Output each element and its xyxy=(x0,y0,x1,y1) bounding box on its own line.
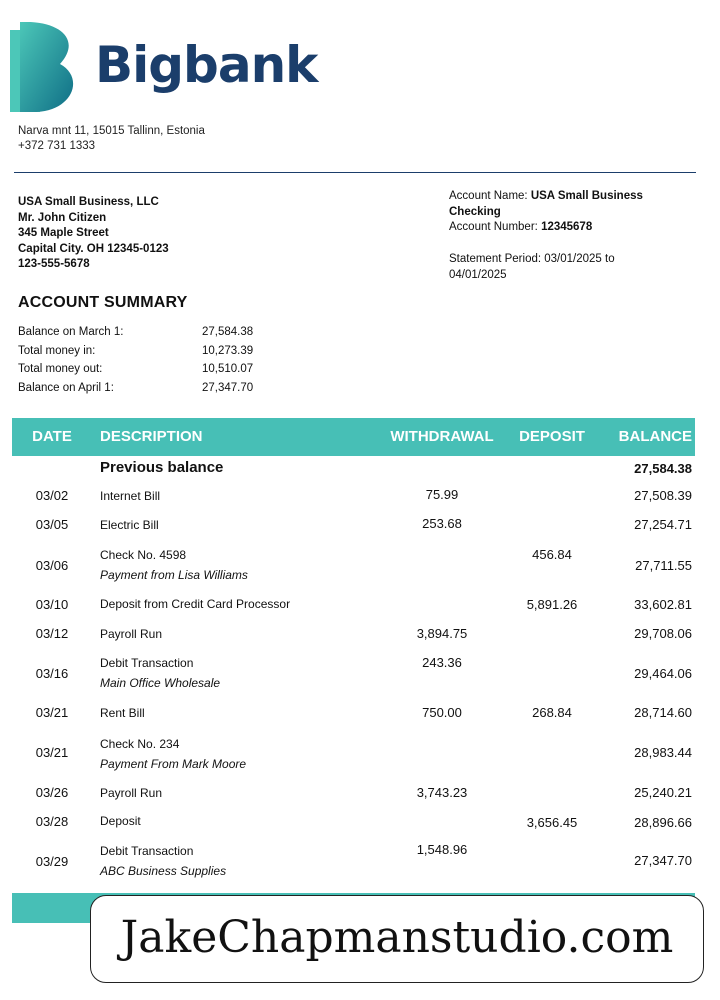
watermark-banner: JakeChapmanstudio.com xyxy=(90,895,704,983)
customer-street: 345 Maple Street xyxy=(18,227,109,239)
table-row xyxy=(12,702,695,724)
row-description-detail: ABC Business Supplies xyxy=(100,864,227,878)
summary-row xyxy=(18,382,278,400)
customer-contact: Mr. John Citizen xyxy=(18,211,107,224)
header-description: DESCRIPTION xyxy=(100,428,203,445)
row-deposit: 456.84 xyxy=(532,547,572,562)
account-name-value-2: Checking xyxy=(449,205,501,218)
table-row xyxy=(12,782,695,804)
header-date: DATE xyxy=(32,428,72,445)
row-withdrawal: 3,894.75 xyxy=(416,626,468,641)
table-row xyxy=(12,652,695,694)
customer-city: Capital City. OH 12345-0123 xyxy=(18,242,169,255)
header-balance: BALANCE xyxy=(618,428,692,445)
row-description: Deposit xyxy=(100,814,141,828)
table-row xyxy=(12,733,695,775)
header-withdrawal: WITHDRAWAL xyxy=(390,428,494,445)
row-date: 03/16 xyxy=(35,666,69,681)
summary-label: Balance on March 1: xyxy=(18,326,124,338)
bank-address: Narva mnt 11, 15015 Tallinn, Estonia xyxy=(18,125,205,137)
row-balance: 29,464.06 xyxy=(634,666,692,681)
row-balance: 29,708.06 xyxy=(634,626,692,641)
row-withdrawal: 243.36 xyxy=(422,655,462,670)
summary-row xyxy=(18,326,278,344)
row-withdrawal: 253.68 xyxy=(422,516,462,531)
row-date: 03/21 xyxy=(35,745,69,760)
row-description: Electric Bill xyxy=(100,518,159,532)
account-number-value: 12345678 xyxy=(541,221,593,233)
summary-value: 10,273.39 xyxy=(202,345,254,357)
row-balance: 28,896.66 xyxy=(634,815,692,830)
summary-row xyxy=(18,363,278,381)
bigbank-logo-icon xyxy=(10,22,80,112)
row-balance: 27,508.39 xyxy=(634,488,692,503)
header-deposit: DEPOSIT xyxy=(519,428,585,445)
account-info-block xyxy=(449,189,704,236)
row-date: 03/12 xyxy=(35,626,69,641)
account-summary-title: ACCOUNT SUMMARY xyxy=(18,294,188,311)
row-balance: 33,602.81 xyxy=(634,597,692,612)
row-date: 03/26 xyxy=(35,785,69,800)
row-description: Check No. 4598 xyxy=(100,548,187,562)
row-description: Deposit from Credit Card Processor xyxy=(100,597,291,611)
summary-row xyxy=(18,345,278,363)
row-description: Check No. 234 xyxy=(100,737,180,751)
row-balance: 28,983.44 xyxy=(634,745,692,760)
header-divider xyxy=(14,172,696,173)
row-date: 03/02 xyxy=(35,488,69,503)
row-withdrawal: 3,743.23 xyxy=(416,785,468,800)
row-deposit: 268.84 xyxy=(532,705,572,720)
row-balance: 27,711.55 xyxy=(635,558,692,573)
row-date: 03/29 xyxy=(35,854,69,869)
bank-address-block xyxy=(18,124,205,154)
row-balance: 28,714.60 xyxy=(634,705,692,720)
bank-phone: +372 731 1333 xyxy=(18,140,96,152)
table-row xyxy=(12,544,695,586)
previous-balance-label: Previous balance xyxy=(100,459,224,476)
previous-balance-value: 27,584.38 xyxy=(634,461,692,476)
table-row xyxy=(12,485,695,507)
summary-value: 10,510.07 xyxy=(202,363,254,375)
bank-name: Bigbank xyxy=(95,36,318,94)
row-description: Internet Bill xyxy=(100,489,161,503)
row-date: 03/10 xyxy=(35,597,69,612)
row-date: 03/05 xyxy=(35,517,69,532)
row-date: 03/21 xyxy=(35,705,69,720)
customer-company: USA Small Business, LLC xyxy=(18,196,159,208)
row-description: Debit Transaction xyxy=(100,656,194,670)
summary-value: 27,584.38 xyxy=(202,326,254,338)
row-withdrawal: 750.00 xyxy=(422,705,462,720)
customer-phone: 123-555-5678 xyxy=(18,258,90,270)
table-row xyxy=(12,841,695,883)
row-withdrawal: 75.99 xyxy=(425,487,459,502)
row-withdrawal: 1,548.96 xyxy=(416,842,468,857)
statement-period-line2: 04/01/2025 xyxy=(449,268,507,281)
row-description: Debit Transaction xyxy=(100,844,194,858)
summary-label: Balance on April 1: xyxy=(18,382,114,394)
table-row xyxy=(12,811,695,833)
row-description: Payroll Run xyxy=(100,627,163,641)
row-description-detail: Payment From Mark Moore xyxy=(100,757,247,771)
row-description: Payroll Run xyxy=(100,786,163,800)
row-balance: 27,347.70 xyxy=(634,853,692,868)
summary-label: Total money in: xyxy=(18,345,96,357)
row-balance: 27,254.71 xyxy=(634,517,692,532)
statement-period-line1: Statement Period: 03/01/2025 to xyxy=(449,253,615,265)
table-row xyxy=(12,514,695,536)
row-deposit: 5,891.26 xyxy=(526,597,578,612)
row-description: Rent Bill xyxy=(100,706,145,720)
previous-balance-row xyxy=(12,458,695,478)
customer-address-block xyxy=(18,195,169,273)
account-name-value: USA Small Business xyxy=(530,190,643,202)
row-date: 03/28 xyxy=(35,814,69,829)
account-name-label: Account Name: xyxy=(449,190,528,202)
row-deposit: 3,656.45 xyxy=(526,815,578,830)
row-balance: 25,240.21 xyxy=(634,785,692,800)
table-row xyxy=(12,623,695,645)
row-description-detail: Payment from Lisa Williams xyxy=(100,568,248,582)
account-number-label: Account Number: xyxy=(449,221,538,233)
summary-label: Total money out: xyxy=(18,363,103,375)
row-description-detail: Main Office Wholesale xyxy=(100,676,221,690)
statement-period xyxy=(449,252,679,283)
summary-value: 27,347.70 xyxy=(202,382,254,394)
transactions-table-header xyxy=(12,418,695,456)
row-date: 03/06 xyxy=(35,558,69,573)
table-row xyxy=(12,594,695,616)
